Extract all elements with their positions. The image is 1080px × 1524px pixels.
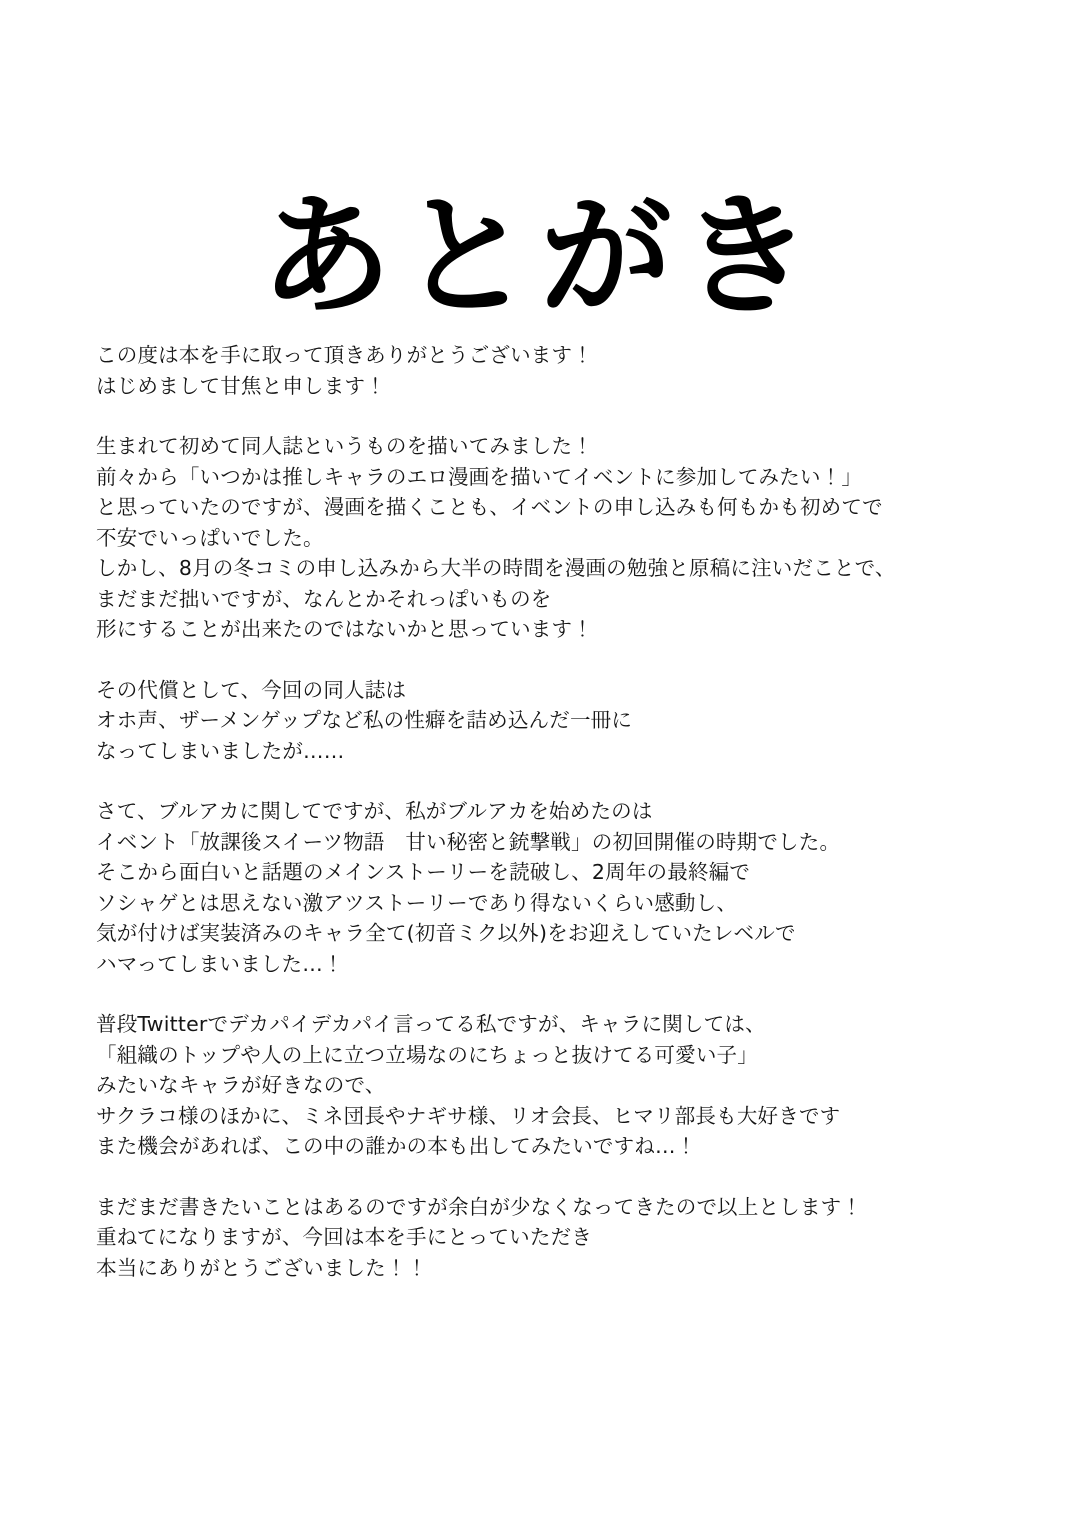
text-line: ハマってしまいました…！ <box>96 951 344 976</box>
text-line: まだまだ拙いですが、なんとかそれっぽいものを <box>96 586 552 611</box>
text-line: 「組織のトップや人の上に立つ立場なのにちょっと抜けてる可愛い子」 <box>96 1042 758 1067</box>
text-line: そこから面白いと話題のメインストーリーを読破し、2周年の最終編で <box>96 860 751 884</box>
text-line: また機会があれば、この中の誰かの本も出してみたいですね…！ <box>96 1134 697 1158</box>
text-line: まだまだ書きたいことはあるのですが余白が少なくなってきたので以上とします！ <box>96 1194 863 1219</box>
page-title: あとがき <box>260 179 820 335</box>
paragraph <box>96 340 996 401</box>
text-line: 不安でいっぱいでした。 <box>96 525 324 550</box>
paragraph <box>96 675 996 767</box>
text-line: 生まれて初めて同人誌というものを描いてみました！ <box>96 434 593 458</box>
text-line: 気が付けば実装済みのキャラ全て(初音ミク以外)をお迎えしていたレベルで <box>96 921 796 945</box>
text-line: 重ねてになりますが、今回は本を手にとっていただき <box>96 1225 592 1249</box>
text-line: 本当にありがとうございました！！ <box>96 1255 428 1280</box>
text-line: 普段Twitterでデカパイデカパイ言ってる私ですが、キャラに関しては、 <box>96 1012 766 1036</box>
text-line: しかし、8月の冬コミの申し込みから大半の時間を漫画の勉強と原稿に注いだことで、 <box>96 556 896 580</box>
afterword-body <box>96 340 996 1283</box>
text-line: 形にすることが出来たのではないかと思っています！ <box>96 617 593 641</box>
text-line: さて、ブルアカに関してですが、私がブルアカを始めたのは <box>96 799 653 823</box>
paragraph <box>96 431 996 645</box>
text-line: なってしまいましたが…… <box>96 738 345 763</box>
text-line: その代償として、今回の同人誌は <box>96 677 407 702</box>
text-line: この度は本を手に取って頂きありがとうございます！ <box>96 343 593 367</box>
paragraph <box>96 1192 996 1284</box>
paragraph <box>96 1009 996 1162</box>
text-line: はじめまして甘焦と申します！ <box>96 373 386 398</box>
text-line: イベント「放課後スイーツ物語 甘い秘密と銃撃戦」の初回開催の時期でした。 <box>96 829 841 854</box>
text-line: ソシャゲとは思えない激アツストーリーであり得ないくらい感動し、 <box>96 890 738 915</box>
text-line: みたいなキャラが好きなので、 <box>96 1073 386 1097</box>
text-line: 前々から「いつかは推しキャラのエロ漫画を描いてイベントに参加してみたい！」 <box>96 464 863 489</box>
paragraph <box>96 796 996 979</box>
text-line: と思っていたのですが、漫画を描くことも、イベントの申し込みも何もかも初めてで <box>96 495 883 519</box>
text-line: オホ声、ザーメンゲップなど私の性癖を詰め込んだ一冊に <box>96 708 633 732</box>
text-line: サクラコ様のほかに、ミネ団長やナギサ様、リオ会長、ヒマリ部長も大好きです <box>96 1103 841 1128</box>
